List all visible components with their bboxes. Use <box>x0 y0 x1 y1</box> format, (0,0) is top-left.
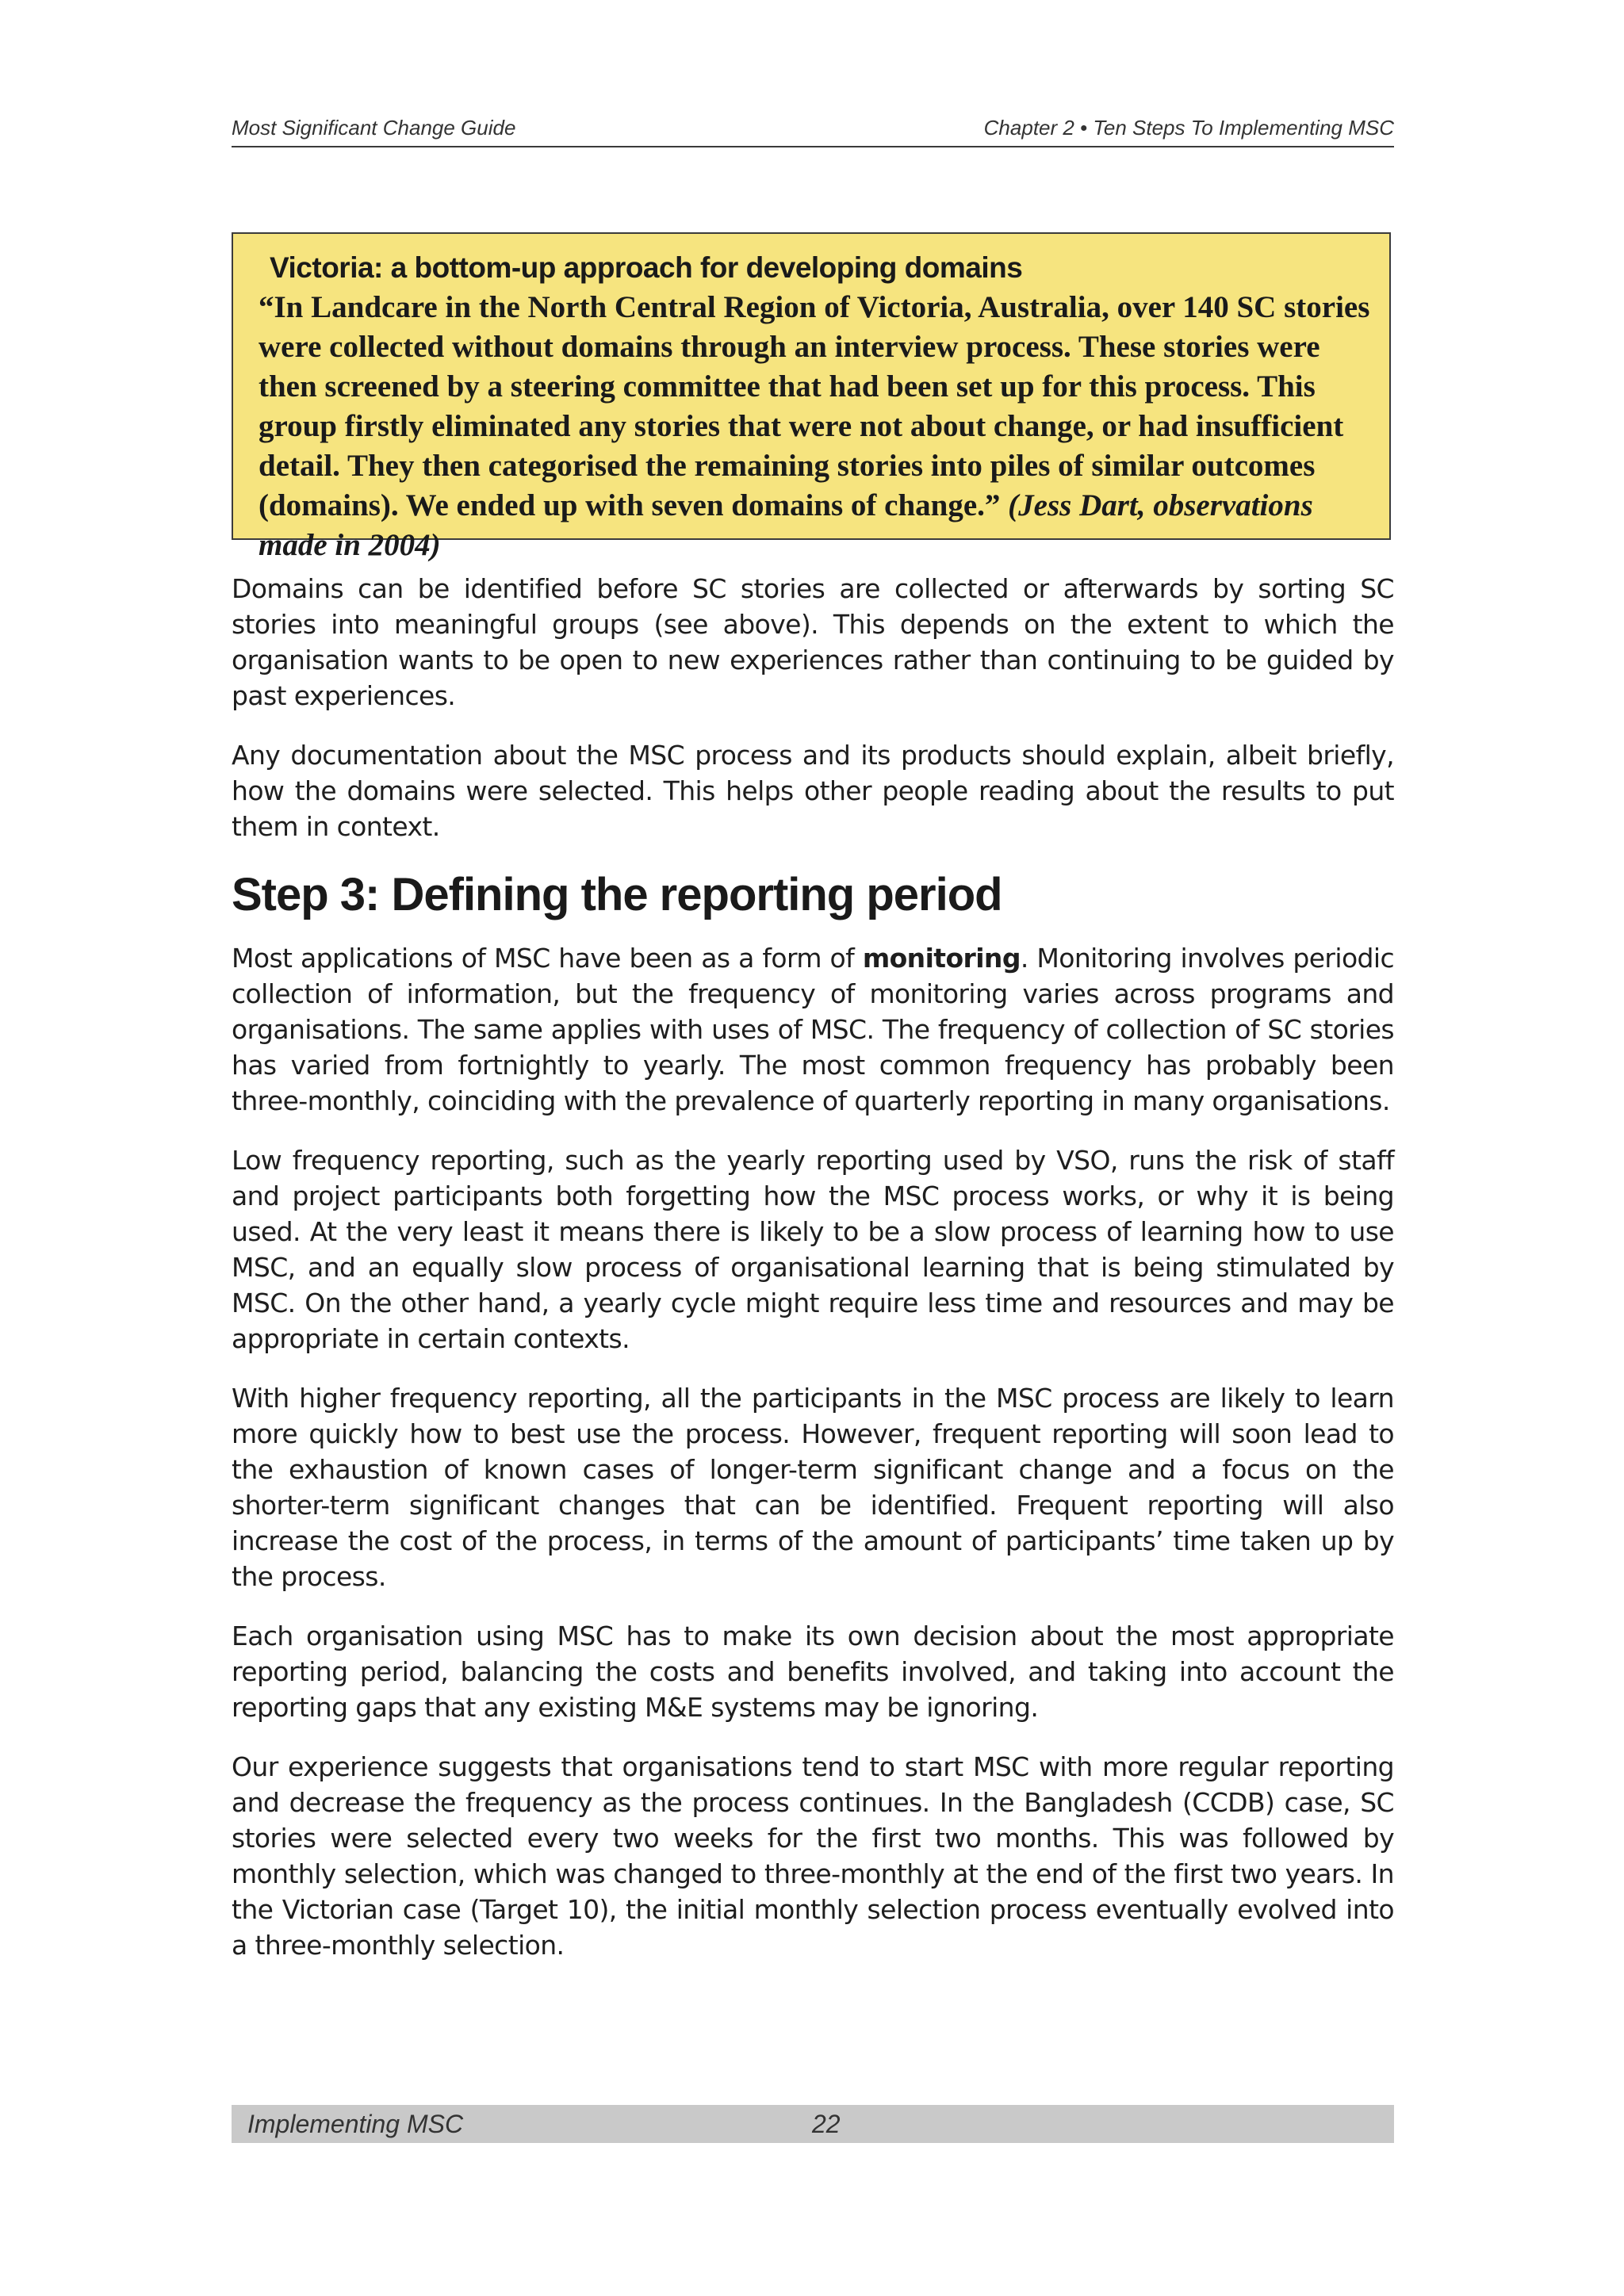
header-guide-title: Most Significant Change Guide <box>232 116 516 140</box>
paragraph-low-frequency: Low frequency reporting, such as the yearly reporting used by VSO, runs the risk of staff and project participants both forgetting how the MSC process works, or why it is being used. At the very least it means there is likely to be a slow process of learning how to use MSC, and an equally slow process of organisational learning that is being stimulated by MSC. On the other hand, a yearly cycle might require less time and resources and may be appropriate in certain contexts. <box>232 1145 1394 1354</box>
quote-attribution: (Jess Dart, observations made in 2004) <box>259 488 1313 562</box>
section-heading-step-3: Step 3: Defining the reporting period <box>232 869 1002 920</box>
monitoring-term: monitoring <box>862 943 1021 974</box>
para3-before: Most applications of MSC have been as a form of <box>232 943 863 974</box>
page-number: 22 <box>812 2110 841 2138</box>
paragraph-high-frequency: With higher frequency reporting, all the participants in the MSC process are likely to learn more quickly how to best use the process. However, frequent reporting will soon lead to the exhaustion of known cases of longer-term significant change and a focus on the shorter-term significant changes that can be identified. Frequent reporting will also increase the cost of the process, in terms of the amount of participants’ time taken up by the process. <box>232 1383 1394 1592</box>
paragraph-domains-identification: Domains can be identified before SC stories are collected or afterwards by sorting SC stories into meaningful groups (see above). This depends on the extent to which the organisation wants to be open to new experiences rather than continuing to be guided by past experiences. <box>232 573 1394 711</box>
case-study-title: Victoria: a bottom-up approach for developing domains <box>270 251 1023 284</box>
paragraph-reporting-period-decision: Each organisation using MSC has to make its own decision about the most appropriate reporting period, balancing the costs and benefits involved, and taking into account the reporting gaps that any existing M&E systems may be ignoring. <box>232 1621 1394 1723</box>
main-content <box>232 571 1394 1987</box>
case-study-quote <box>259 288 1372 565</box>
page-footer <box>232 2105 1394 2143</box>
paragraph-experience: Our experience suggests that organisations tend to start MSC with more regular reporting and decrease the frequency as the process continues. In the Bangladesh (CCDB) case, SC stories were selected every two weeks for the first two months. This was followed by monthly selection, which was changed to three-monthly at the end of the first two years. In the Victorian case (Target 10), the initial monthly selection process eventually evolved into a three-monthly selection. <box>232 1751 1394 1961</box>
footer-section-label: Implementing MSC <box>247 2110 464 2138</box>
paragraph-documentation: Any documentation about the MSC process and its products should explain, albeit briefly, how the domains were selected. This helps other people reading about the results to put them in context. <box>232 740 1394 842</box>
case-study-box <box>232 232 1391 562</box>
paragraph-monitoring <box>232 940 1394 1119</box>
header-chapter-title: Chapter 2 • Ten Steps To Implementing MSC <box>983 116 1394 140</box>
quote-text: “In Landcare in the North Central Region of Victoria, Australia, over 140 SC stories were collected without domains through an interview process. These stories were then screened by a steering committee that had been set up for this process. This group firstly eliminated any stories that were not about change, or had insufficient detail. They then categorised the remaining stories into piles of similar outcomes (domains). We ended up with seven domains of change.” <box>259 290 1370 522</box>
para3-after: . Monitoring involves periodic collection of information, but the frequency of monitoring varies across programs and organisations. The same applies with uses of MSC. The frequency of collection of SC stories has varied from fortnightly to yearly. The most common frequency has probably been three-monthly, coinciding with the prevalence of quarterly reporting in many organisations. <box>232 943 1394 1116</box>
page-header <box>232 116 1394 147</box>
